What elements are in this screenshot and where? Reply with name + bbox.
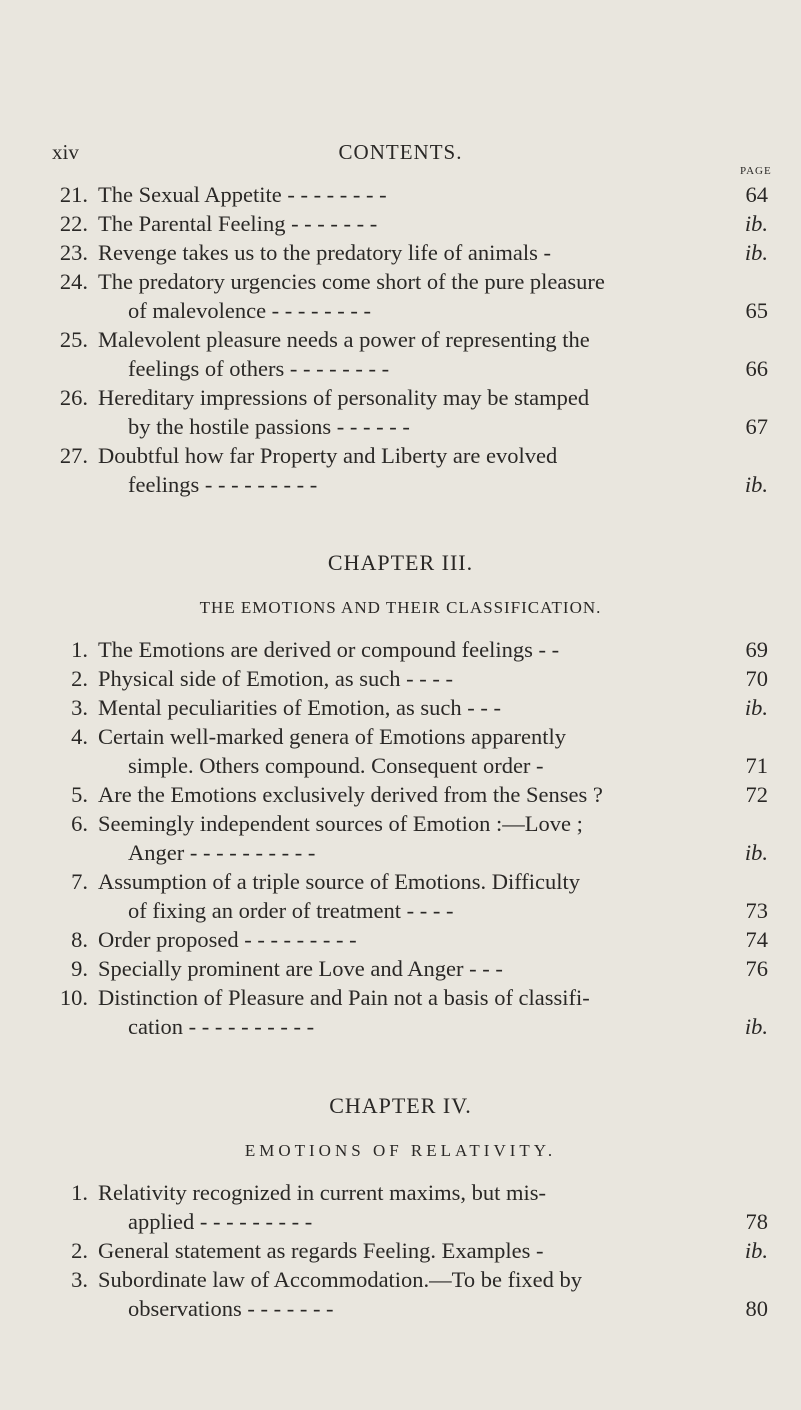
entry-text: Relativity recognized in current maxims, but mis- — [98, 1180, 547, 1205]
entry-number: 25. — [59, 327, 88, 352]
entry-number: 24. — [59, 269, 88, 294]
chapter-heading: CHAPTER IV. — [329, 1093, 472, 1118]
entry-text: Revenge takes us to the predatory life of animals - — [98, 240, 551, 265]
entry-page: 76 — [745, 956, 768, 981]
entry-number: 5. — [71, 782, 88, 807]
entry-page: ib. — [744, 1014, 768, 1039]
entry-page: 80 — [745, 1296, 768, 1321]
entry-page: 69 — [745, 637, 768, 662]
entry-number: 21. — [59, 182, 88, 207]
entry-page: 67 — [745, 414, 768, 439]
entry-number: 10. — [59, 985, 88, 1010]
entry-number: 9. — [71, 956, 88, 981]
entry-number: 27. — [59, 443, 88, 468]
entry-text: The Parental Feeling - - - - - - - — [98, 211, 378, 236]
entry-page: ib. — [744, 695, 768, 720]
entry-number: 1. — [71, 637, 88, 662]
entry-number: 4. — [71, 724, 88, 749]
entry-text-continued: cation - - - - - - - - - - — [128, 1014, 315, 1039]
entry-page: 70 — [745, 666, 768, 691]
entry-page: 72 — [745, 782, 768, 807]
entry-page: ib. — [744, 211, 768, 236]
entry-number: 2. — [71, 1238, 88, 1263]
entry-text: Specially prominent are Love and Anger - - - — [98, 956, 503, 981]
running-head — [0, 140, 801, 170]
entry-text-continued: applied - - - - - - - - - — [128, 1209, 313, 1234]
entry-text: Subordinate law of Accommodation.—To be fixed by — [98, 1267, 582, 1292]
entry-page: ib. — [744, 240, 768, 265]
entry-text: Order proposed - - - - - - - - - — [98, 927, 357, 952]
entry-text-continued: of fixing an order of treatment - - - - — [128, 898, 454, 923]
entry-text: Certain well-marked genera of Emotions apparently — [98, 724, 566, 749]
entry-text: Doubtful how far Property and Liberty are evolved — [98, 443, 558, 468]
entry-number: 6. — [71, 811, 88, 836]
entry-text-continued: Anger - - - - - - - - - - — [128, 840, 316, 865]
entry-number: 23. — [59, 240, 88, 265]
entry-text: The Sexual Appetite - - - - - - - - — [98, 182, 387, 207]
page-folio: xiv — [52, 140, 79, 164]
entry-text: Distinction of Pleasure and Pain not a basis of classifi- — [98, 985, 590, 1010]
entry-text-continued: feelings - - - - - - - - - — [128, 472, 318, 497]
entry-page: 78 — [745, 1209, 768, 1234]
entry-text-continued: observations - - - - - - - — [128, 1296, 334, 1321]
entry-text: Seemingly independent sources of Emotion :—Love ; — [98, 811, 583, 836]
entry-page: 65 — [745, 298, 768, 323]
entry-number: 1. — [71, 1180, 88, 1205]
chapter-subtitle: THE EMOTIONS AND THEIR CLASSIFICATION. — [199, 598, 602, 617]
entry-page: 66 — [745, 356, 768, 381]
entry-page: 73 — [745, 898, 768, 923]
entry-page: ib. — [744, 1238, 768, 1263]
entry-number: 8. — [71, 927, 88, 952]
entry-text: General statement as regards Feeling. Examples - — [98, 1238, 544, 1263]
entry-text: The predatory urgencies come short of the pure pleasure — [98, 269, 605, 294]
entry-text: Assumption of a triple source of Emotions. Difficulty — [98, 869, 581, 894]
entry-text: Hereditary impressions of personality may be stamped — [98, 385, 590, 410]
entry-text-continued: simple. Others compound. Consequent order - — [128, 753, 544, 778]
page-column-label: PAGE — [740, 165, 772, 177]
entry-number: 3. — [71, 1267, 88, 1292]
entry-text-continued: feelings of others - - - - - - - - — [128, 356, 390, 381]
entry-page: 74 — [745, 927, 768, 952]
entry-text-continued: of malevolence - - - - - - - - — [128, 298, 371, 323]
running-title: CONTENTS. — [338, 140, 463, 164]
entry-text-continued: by the hostile passions - - - - - - — [128, 414, 410, 439]
entry-page: 71 — [745, 753, 768, 778]
entry-text: The Emotions are derived or compound feelings - - — [98, 637, 560, 662]
entry-number: 22. — [59, 211, 88, 236]
entry-text: Mental peculiarities of Emotion, as such - - - — [98, 695, 502, 720]
entry-page: 64 — [745, 182, 768, 207]
entry-page: ib. — [744, 840, 768, 865]
entry-number: 7. — [71, 869, 88, 894]
entry-number: 26. — [59, 385, 88, 410]
entry-text: Physical side of Emotion, as such - - - - — [98, 666, 453, 691]
entry-text: Are the Emotions exclusively derived from the Senses ? — [98, 782, 603, 807]
entry-number: 2. — [71, 666, 88, 691]
entry-text: Malevolent pleasure needs a power of representing the — [98, 327, 590, 352]
chapter-subtitle: EMOTIONS OF RELATIVITY. — [244, 1141, 557, 1160]
entry-page: ib. — [744, 472, 768, 497]
entry-number: 3. — [71, 695, 88, 720]
chapter-heading: CHAPTER III. — [327, 550, 474, 575]
